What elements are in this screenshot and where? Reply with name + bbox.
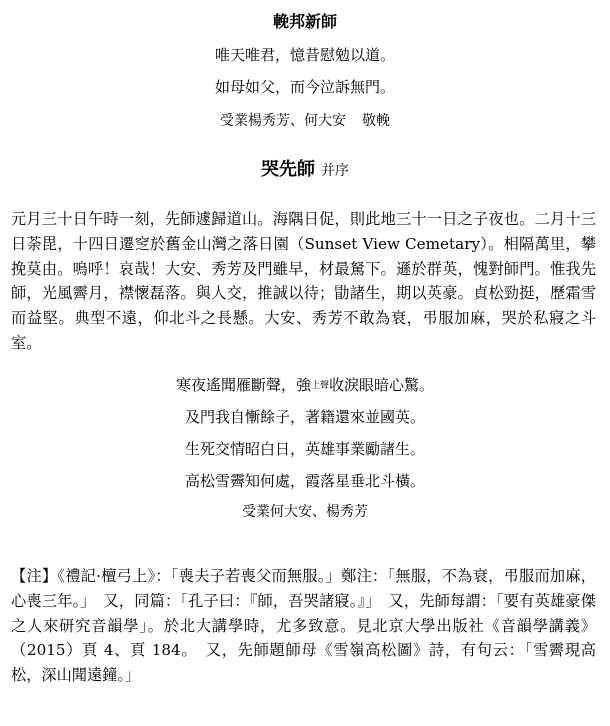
note-paragraph: 【注】《禮記·檀弓上》：「喪夫子若喪父而無服。」鄭注：「無服，不為衰，弔服而加麻，心喪三年。」 又，同篇：「孔子曰：『師，吾哭諸寢。』」 又，先師每謂：「要有英雄豪傑之人來研究音韻學」。於北大講學時，尤多致意。見北京大學出版社《音韻學講義》（2015）頁 4、頁 184。 又，先師題師母《雪嶺高松圖》詩，有句云：「雪霽現高松，深山聞遠鐘。」	[11, 567, 596, 685]
poem-line-2: 及門我自慚餘子，著籍還來並國英。	[184, 408, 425, 426]
elegy-signers: 受業楊秀芳、何大安	[220, 113, 346, 129]
poem	[0, 369, 610, 497]
poem-signature: 受業何大安、楊秀芳	[242, 504, 368, 520]
elegy-couplet-line-1: 唯天唯君，憶昔慰勉以道。	[214, 46, 395, 64]
weeping-title: 哭先師	[261, 159, 315, 180]
weeping-subtitle: 并序	[321, 163, 349, 179]
poem-line-1-text: 寒夜遙聞雁斷聲，強	[175, 376, 311, 394]
elegy-signature	[0, 110, 610, 132]
elegy-closing: 敬輓	[362, 113, 390, 129]
elegy-title: 輓邦新師	[272, 12, 337, 31]
poem-line-1-rest: 收淚眼暗心驚。	[329, 376, 435, 394]
poem-line-3: 生死交情昭白日，英雄事業勵諸生。	[184, 440, 425, 458]
poem-tone-annotation: 上聲	[310, 381, 329, 391]
preface-paragraph: 元月三十日午時一刻，先師遽歸道山。海隅日促，則此地三十一日之子夜也。二月十三日荼毘，十四日遷窆於舊金山灣之落日園（Sunset View Cemetary）。相隔萬里，攀挽莫由。嗚呼！哀哉！大安、秀芳及門雖早，材最駑下。遜於群英，愧對師門。惟我先師，光風霽月，襟懷磊落。與人交，推誠以待；勖諸生，期以英豪。貞松勁挺，歷霜雪而益堅。典型不遠，仰北斗之長懸。大安、秀芳不敢為衰，弔服加麻，哭於私寢之斗室。	[11, 210, 596, 352]
poem-line-4: 高松雪霽知何處，霞落星垂北斗橫。	[184, 472, 425, 490]
weeping-heading	[0, 157, 610, 184]
poem-line-1	[0, 369, 610, 401]
elegy-couplet-line-2: 如母如父，而今泣訴無門。	[214, 78, 395, 96]
